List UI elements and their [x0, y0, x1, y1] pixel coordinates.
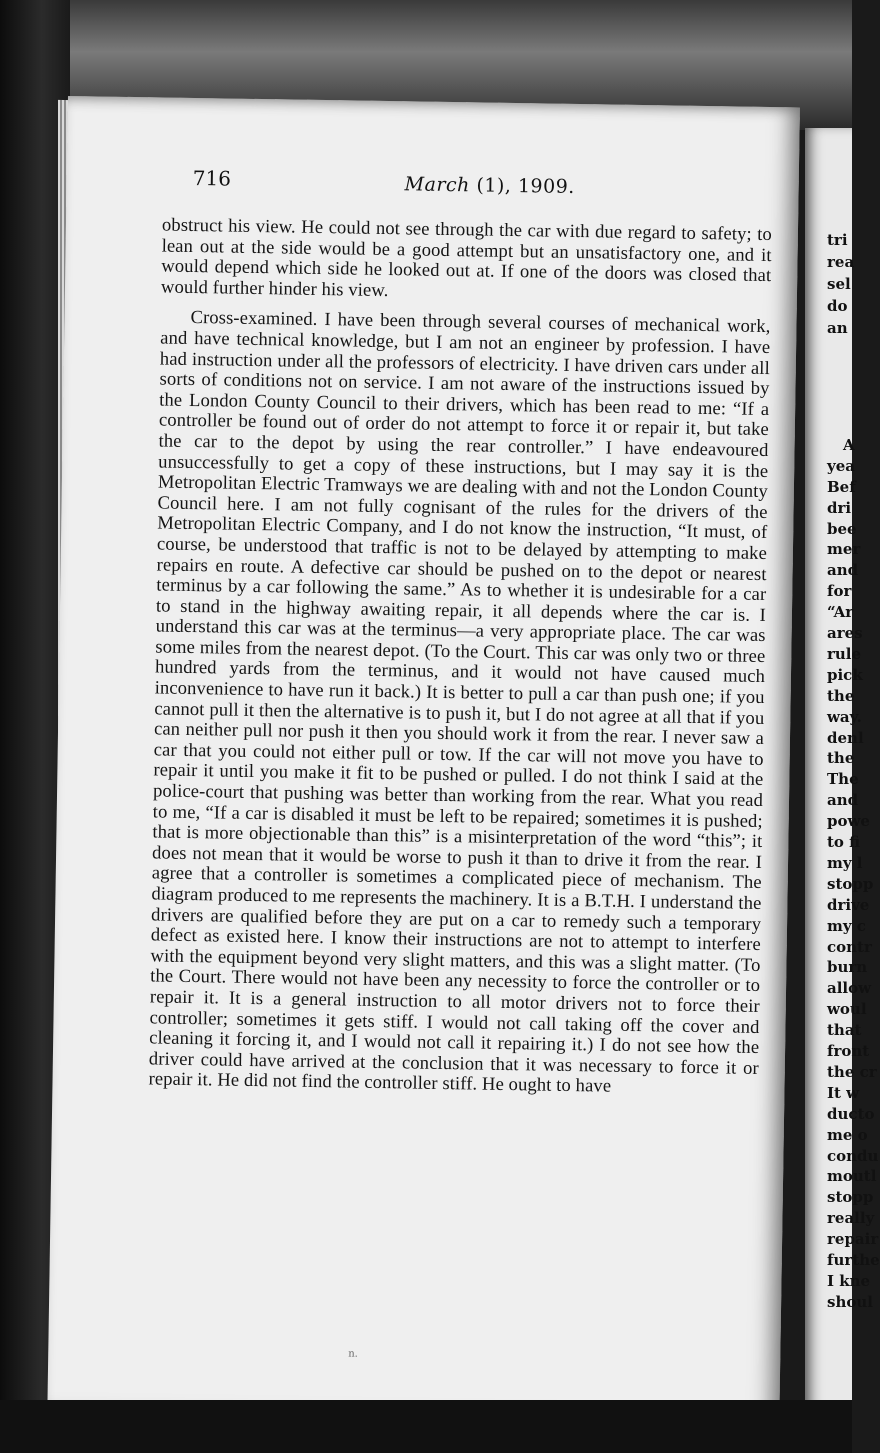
- facing-page-line: to fi: [827, 833, 861, 851]
- facing-page-fragment: [805, 128, 880, 1413]
- facing-page-line: It w: [827, 1083, 860, 1102]
- facing-page-line: an: [827, 319, 848, 337]
- facing-page-line: tri: [827, 231, 848, 249]
- facing-page-line: denl: [827, 728, 864, 747]
- facing-page-line: pick: [827, 665, 863, 684]
- facing-page-line: contr: [827, 937, 872, 956]
- facing-page-line: yea: [827, 456, 855, 475]
- facing-page-line: “Ar: [827, 603, 854, 622]
- facing-page-line: woul: [827, 1000, 867, 1019]
- facing-page-line: me o: [827, 1125, 868, 1144]
- facing-page-line: furthe: [827, 1251, 880, 1269]
- facing-page-line: I kne: [827, 1271, 871, 1290]
- page-header: [192, 166, 752, 205]
- facing-page-line: ares: [827, 624, 863, 642]
- facing-page-line: dri: [827, 498, 852, 517]
- facing-page-line: rule: [827, 644, 862, 663]
- facing-page-line: allow: [827, 979, 872, 998]
- facing-page-line: the: [827, 686, 855, 705]
- book-page: [47, 96, 800, 1419]
- facing-page-line: moutl: [827, 1167, 877, 1186]
- facing-page-line: repair: [827, 1230, 879, 1249]
- facing-page-line: The: [827, 770, 859, 789]
- facing-page-line: mer: [827, 540, 861, 559]
- facing-page-line: my c: [827, 916, 866, 935]
- facing-page-line: ducto: [827, 1104, 875, 1123]
- body-text: [148, 215, 772, 1099]
- facing-page-line: front: [827, 1042, 870, 1060]
- facing-page-line: my l: [827, 853, 863, 872]
- facing-page-line: powe: [827, 812, 870, 831]
- scan-background-bottom: [0, 1400, 852, 1453]
- paragraph-cross-examined: Cross-examined. I have been through several courses of mechanical work, and have technical knowledge, but I am not an engineer by profession. I have had instruction under all the professors of electricity. I have driven cars under all sorts of conditions not on service. I am not aware of the instructions issued by the London County Council to their drivers, which has been read to me: “If a controller be found out of order do not attempt to force it or repair it, but take the car to the depot by using the rear controller.” I have endeavoured unsuccessfully to get a copy of these instructions, but I may say it is the Metropolitan Electric Tramways we are dealing with and not the London County Council here. I am not fully cognisant of the rules for the drivers of the Metropolitan Electric Company, and I do not know the instruction, “It must, of course, be understood that traffic is not to be delayed by attempting to make repairs en route. A defective car should be pushed on to the depot or nearest terminus by a car following the same.” As to whether it is undesirable for a car to stand in the highway awaiting repair, it all depends where the car is. I understand this car was at the terminus—a very appropriate place. The car was some miles from the nearest depot. (To the Court. This car was only two or three hundred yards from the terminus, and it would not have caused much inconvenience to have run it back.) It is better to pull a car than push one; if you cannot pull it then the alternative is to push it, but I do not agree at all that if you can neither pull nor push it then you should work it from the rear. I never saw a car that you could not either pull or tow. If the car will not move you have to repair it until you make it fit to be pushed or pulled. I do not think I said at the police-court that pushing was better than working from the rear. What you read to me, “If a car is disabled it must be left to be repaired; sometimes it is pushed; that is more objectionable than this” is a misinterpretation of the word “this”; it does not mean that it would be worse to push it than to drive it from the rear. I agree that a controller is sometimes a complicated piece of mechanism. The diagram produced to me represents the machinery. It is a B.T.H. I understand the drivers are qualified before they are put on a car to remedy such a temporary defect as existed here. I know their instructions are not to attempt to interfere with the equipment beyond very slight matters, and this was a slight matter. (To the Court. There would not have been any necessity to force the controller or to repair it. It is a general instruction to all motor drivers not to force their controller; sometimes it gets stiff. I would not call taking off the cover and cleaning it forcing it, and I would not call it repairing it.) I do not see how the driver could have arrived at the conclusion that it was necessary to force it or repair it. He did not find the controller stiff. He ought to have: [148, 307, 771, 1097]
- facing-page-line: Bef: [827, 477, 856, 496]
- facing-page-line: for: [827, 582, 852, 601]
- facing-page-line: rea: [827, 253, 855, 271]
- facing-page-line: and: [827, 561, 859, 580]
- facing-page-line: bee: [827, 519, 857, 538]
- running-head-date: (1), 1909.: [469, 174, 575, 198]
- footer-mark: n.: [348, 1348, 358, 1360]
- facing-page-line: sel: [827, 275, 851, 293]
- facing-page-line: that: [827, 1021, 862, 1040]
- facing-page-line: way.: [827, 707, 862, 726]
- facing-page-line: stopp: [827, 874, 874, 893]
- facing-page-line: shoul: [827, 1292, 873, 1311]
- facing-page-line: condu: [827, 1146, 879, 1165]
- facing-page-line: drive: [827, 895, 870, 914]
- facing-page-line: really: [827, 1209, 875, 1228]
- page-number: 716: [192, 165, 232, 191]
- facing-page-line: do: [827, 297, 848, 315]
- facing-page-line: stopp: [827, 1188, 874, 1207]
- facing-page-line: A: [843, 435, 855, 454]
- facing-page-line: and: [827, 791, 859, 810]
- paragraph-continued: obstruct his view. He could not see through the car with due regard to safety; to lean out at the side would be a good attempt but an unsatisfactory one, and it would depend which side he looked out at. If one of the doors was closed that would further hinder his view.: [160, 214, 773, 301]
- running-head-month: March: [404, 173, 471, 197]
- facing-page-line: burn: [827, 958, 868, 977]
- running-head: [404, 173, 575, 198]
- facing-page-line: the: [827, 749, 855, 768]
- facing-page-line: the cr: [827, 1062, 877, 1081]
